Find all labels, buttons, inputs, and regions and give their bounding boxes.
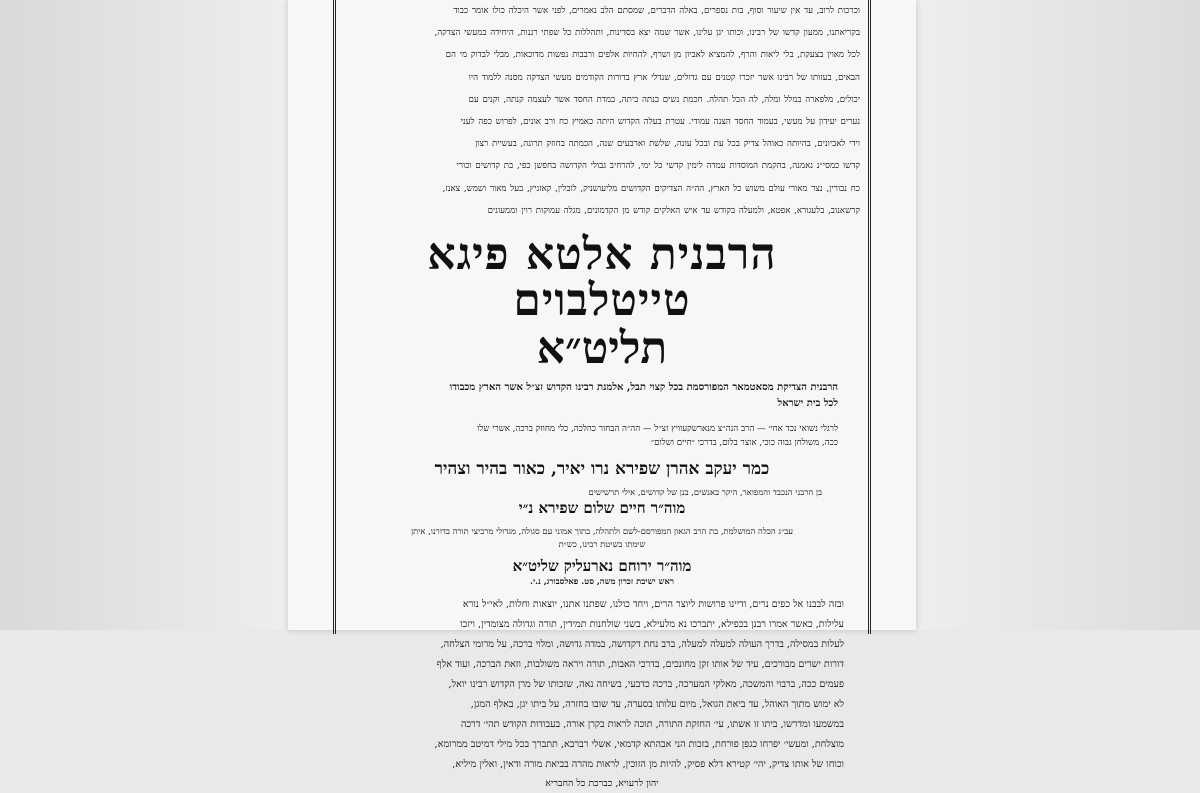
bride-line: עב״ג הכלה המושלמת, בת הרב הגאון המפורסם-לשם ולתהלה, בתוך אמוני עם סגולה, מגדולי מרביצי תורה בדורנו, איתן [410,526,794,537]
blessing-line: לעלות במסילה, בדרך העולה למעלה למעלה, ברב נחת דקדושה, במדה גדושה, ומלוי ברכה, על מרומי הצלחה, [440,639,844,651]
top-paragraph-line: יכולים, מלפארה במלל ומלה, לה הכל תהלה. חכמת נשים בנתה ביתה, במדת החסד אשר לעצמה קנתה, וקנים עם [468,94,860,105]
blessing-line: ובזה לבבנו אל כפים נרים, ודיינו פרושות ליוצר הרים, ויחד כולנו, שפתנו אתנו, יוצאות וחלות, לאי״ל נורא [462,599,844,611]
background-left [0,0,300,630]
blessing-line: וכוחו של אותו צדיק, יהי׳ קטירא דלא פסיק, להיות מן הזוכין, לראות מהרה בביאת מורה ודאין, ואלין מיליא, [452,759,844,771]
occasion-paragraph [344,422,860,450]
top-paragraph-line: קרשאנוב, בלעגורא, אפטא, ולמעלה בקודש עד איש האלקים קודש מן הקדמונים, מגלה עמוקות רוין וממעונים [487,205,860,216]
sheet-content [344,0,860,790]
honoree-title: תליט״א [536,323,668,375]
blessing-line: עלילות, כאשר אמרו רבנן בכפילא, יתברכו נא מלעילא, בשני שולחנות תמידין, תורה וגדולה מצומדין, ויזכו [460,619,844,631]
closing-line: יהון לרעויא, כברכת כל החבריא [545,778,659,790]
bride-line: שימתו בשיטת רבינו, כש״ת [558,539,646,550]
occasion-line: לרגלי נשואי נכד אחי׳ — הרב הנה״צ מנארשקעוויץ זצ״ל — הה״ה הבחור כהלכה, כלי מחוזק ברכה, אשרי שלו [477,424,838,435]
honoree-description-line: לכל בית ישראל [777,398,838,410]
honoree-description-line: הרבנית הצדיקת מסאטמאר המפורסמת בכל קצוי תבל, אלמנת רבינו הקדוש זצ״ל אשר הארץ מכבודו [449,382,838,394]
top-paragraph-line: וידי לאביונים, בהיותה כאוהל צדיק בכל עת ובכל עונה, שלשת וארבעים שנה, הכמתה בחוזק תרונה, בעשיית רצון [475,139,860,150]
blessing-line: פעמים ככה, ברבוי והמשכה, מאלקי המערכה, ברכה כדבעי, בשיחה נאה, שזכותו של מרן הקדוש רבינו יואל, [448,679,844,691]
blessing-paragraph [344,595,860,775]
top-paragraph-line: קדשו כמסי״נ נאמנה, בהקמת המוסדות עמדה לימין קדשי כל ימי, להרחיב גבולי הקדושה בחפשן כפי, בת קדושים וכורי [456,161,860,172]
background-right [900,0,1200,630]
top-paragraph-line: לכל מאוין בצעקת, בלי ליאות והרף, להמציא לאביון מן ושרף, להחיות אלפים ורבבות נפשות מדוכאות, מבלי לבדוק מי הם [445,50,860,61]
groom-name: כמר יעקב אהרן שפירא נרו יאיר, כאור בהיר וצהיר [434,459,770,480]
double-border-frame [333,0,871,790]
groom-father-description: בן הרבני הנכבד והמפואר, היקר באנשים, בנן של קדושים, אילי תרשישים [588,487,822,498]
top-paragraph [344,0,860,222]
bride-father-title: ראש ישיבת זכרון משה, סט. פאלסבורג, נ.י. [530,576,674,587]
honoree-description [344,380,860,412]
top-paragraph-line: הבאים, בעזותו של רבינו אשר יזכרו קטנים עם גדולים, שנדלי ארץ בדורות הקודמים מעשי הצדקה מסנה ללמוד היו [468,72,860,83]
occasion-line: ככה, משולחן גבוה כוכי, אוצר בלום, בדרכי ״חיים ושלום״ [650,438,838,449]
blessing-line: במשמעו ומדרשו, ביתו זו אשתו, עי׳ החזקת התורה, תוכה לראות בקרן אורה, בעבודות הקודש תהי׳ דרכה [460,719,844,731]
top-paragraph-line: כח נבורין, נצר מאורי עולם משוש כל הארץ, הה״ה הצדיקים הקדושים מליעושניק, לובלין, קאזניץ, בעל מאור ושמש, צאנז, [442,183,860,194]
top-paragraph-line: וכרכות לרוב, עד אין שיעור וסוף, בות נספרים, באלה הדברים, שמסתם הלב נאמרים, לפני אשר היכלה כולו אומר כבוד [453,6,860,16]
top-paragraph-line: נערים יעידון על מעשי, בעמוד החסד הצנה עמודי. עטרת בעלה הקדוש היתה כאמיץ כח ורב אונים, לפרוש כפה לעני [460,117,860,128]
blessing-line: מוצלחת, ומעשי׳ יפרחו כגפן פורחת, בזכות הני אבהתא קדמאי, אשלי רברבא, תתברך בכל מילי דמיטב ממרומא, [434,739,844,751]
printed-sheet [288,0,916,790]
bride-paragraph [344,525,860,551]
blessing-line: דורות ישרים מבורכים, עיד של אותו זקן מחונכים, בדרכי האבות, תורה ויראה משולבות, וזאת הברכה, ועוד אלף [436,659,844,671]
groom-father-name: מוה״ר חיים שלום שפירא נ״י [518,499,686,518]
top-paragraph-line: בקריאתנו, ממעון קדשו של רבינו, וכותו יגן עלינו, אשר שמה יצא בסדינות, ותהללות כל שפתי רננות, היחידה במעשי הצדקה, [434,28,860,39]
bride-father-name: מוה״ר ירוחם נארעליק שליט״א [512,557,692,576]
blessing-line: לא ימוש מתוך האוהל, עד ביאת הגואל, מיום עלותו בסערה, עד שובו בחזרה, על ביתו יגן, באלף המגן, [470,699,844,711]
honoree-name: הרבנית אלטא פיגא טייטלבוים [427,229,777,327]
